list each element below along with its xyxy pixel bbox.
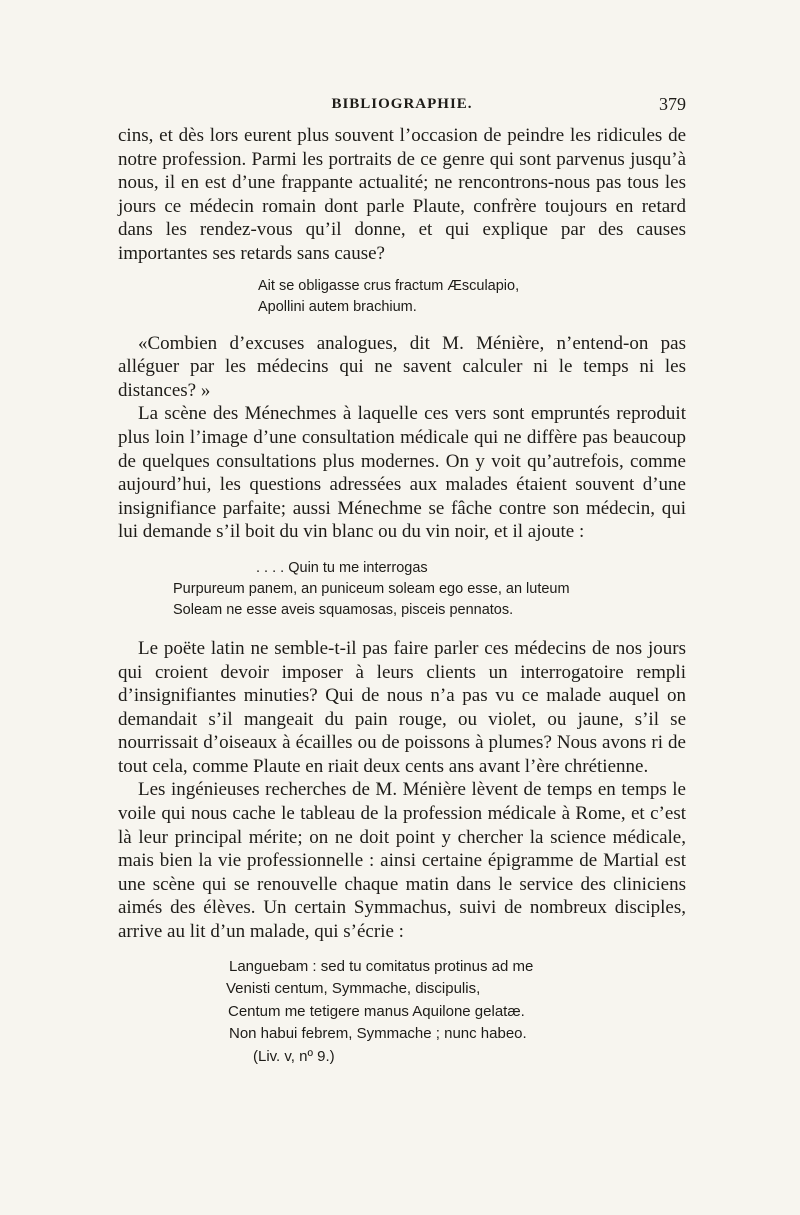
paragraph-1: cins, et dès lors eurent plus souvent l’occasion de peindre les ridicules de notre profession. Parmi les portraits de ce genre qui sont parvenus jusqu’à nous, il en est d’une frappante actualité; ne rencontrons-nous pas tous les jours ce médecin romain dont parle Plaute, confrère toujours en retard dans les rendez-vous qu’il donne, et qui explique par des causes importantes ses retards sans cause? xyxy=(118,125,686,264)
verse-line: Centum me tetigere manus Aquilone gelatæ. xyxy=(228,1002,525,1020)
verse-quote-plaute-2 xyxy=(118,558,686,621)
paragraph-2: «Combien d’excuses analogues, dit M. Ménière, n’entend-on pas alléguer par les médecins qui ne savent calculer ni le temps ni les distances? » xyxy=(118,332,686,401)
verse-line: Apollini autem brachium. xyxy=(258,298,417,315)
verse-line: Soleam ne esse aveis squamosas, pisceis pennatos. xyxy=(173,601,514,618)
running-title: BIBLIOGRAPHIE. xyxy=(331,96,473,112)
paragraph-5: Les ingénieuses recherches de M. Ménière lèvent de temps en temps le voile qui nous cache le tableau de la profession médicale à Rome, et c’est là leur principal mérite; on ne doit point y chercher la science médicale, mais bien la vie professionnelle : ainsi certaine épigramme de Martial est une scène qui se renouvelle chaque matin dans le service des cliniciens aimés des élèves. Un certain Symmachus, suivi de nombreux disciples, arrive au lit d’un malade, qui s’écrie : xyxy=(118,779,686,943)
verse-line: Venisti centum, Symmache, discipulis, xyxy=(226,980,481,998)
paragraph-4: Le poëte latin ne semble-t-il pas faire parler ces médecins de nos jours qui croient devoir imposer à leurs clients un interrogatoire rempli d’insignifiantes minuties? Qui de nous n’a pas vu ce malade auquel on demandait s’il mangeait du pain rouge, ou violet, ou jaune, s’il se nourrissait d’oiseaux à écailles ou de poissons à plumes? Nous avons ri de tout cela, comme Plaute en riait deux cents ans avant l’ère chrétienne. xyxy=(118,637,686,777)
verse-line: . . . . Quin tu me interrogas xyxy=(256,559,428,576)
verse-quote-plaute-1 xyxy=(118,276,686,318)
paragraph-3: La scène des Ménechmes à laquelle ces vers sont empruntés reproduit plus loin l’image d’une consultation médicale qui ne diffère pas beaucoup de quelques consultations plus modernes. On y voit qu’autrefois, comme aujourd’hui, les questions adressées aux malades étaient souvent d’une insignifiance parfaite; aussi Ménechme se fâche contre son médecin, qui lui demande s’il boit du vin blanc ou du vin noir, et il ajoute : xyxy=(118,403,686,543)
verse-line: Languebam : sed tu comitatus protinus ad me xyxy=(229,957,534,975)
verse-quote-martial xyxy=(118,956,686,1069)
page-body xyxy=(118,124,686,1068)
page-number: 379 xyxy=(659,94,686,114)
page-header xyxy=(118,96,686,120)
verse-citation: (Liv. v, nº 9.) xyxy=(253,1047,335,1065)
verse-line: Ait se obligasse crus fractum Æsculapio, xyxy=(258,277,520,294)
verse-line: Purpureum panem, an puniceum soleam ego esse, an luteum xyxy=(173,580,570,597)
verse-line: Non habui febrem, Symmache ; nunc habeo. xyxy=(229,1025,527,1043)
